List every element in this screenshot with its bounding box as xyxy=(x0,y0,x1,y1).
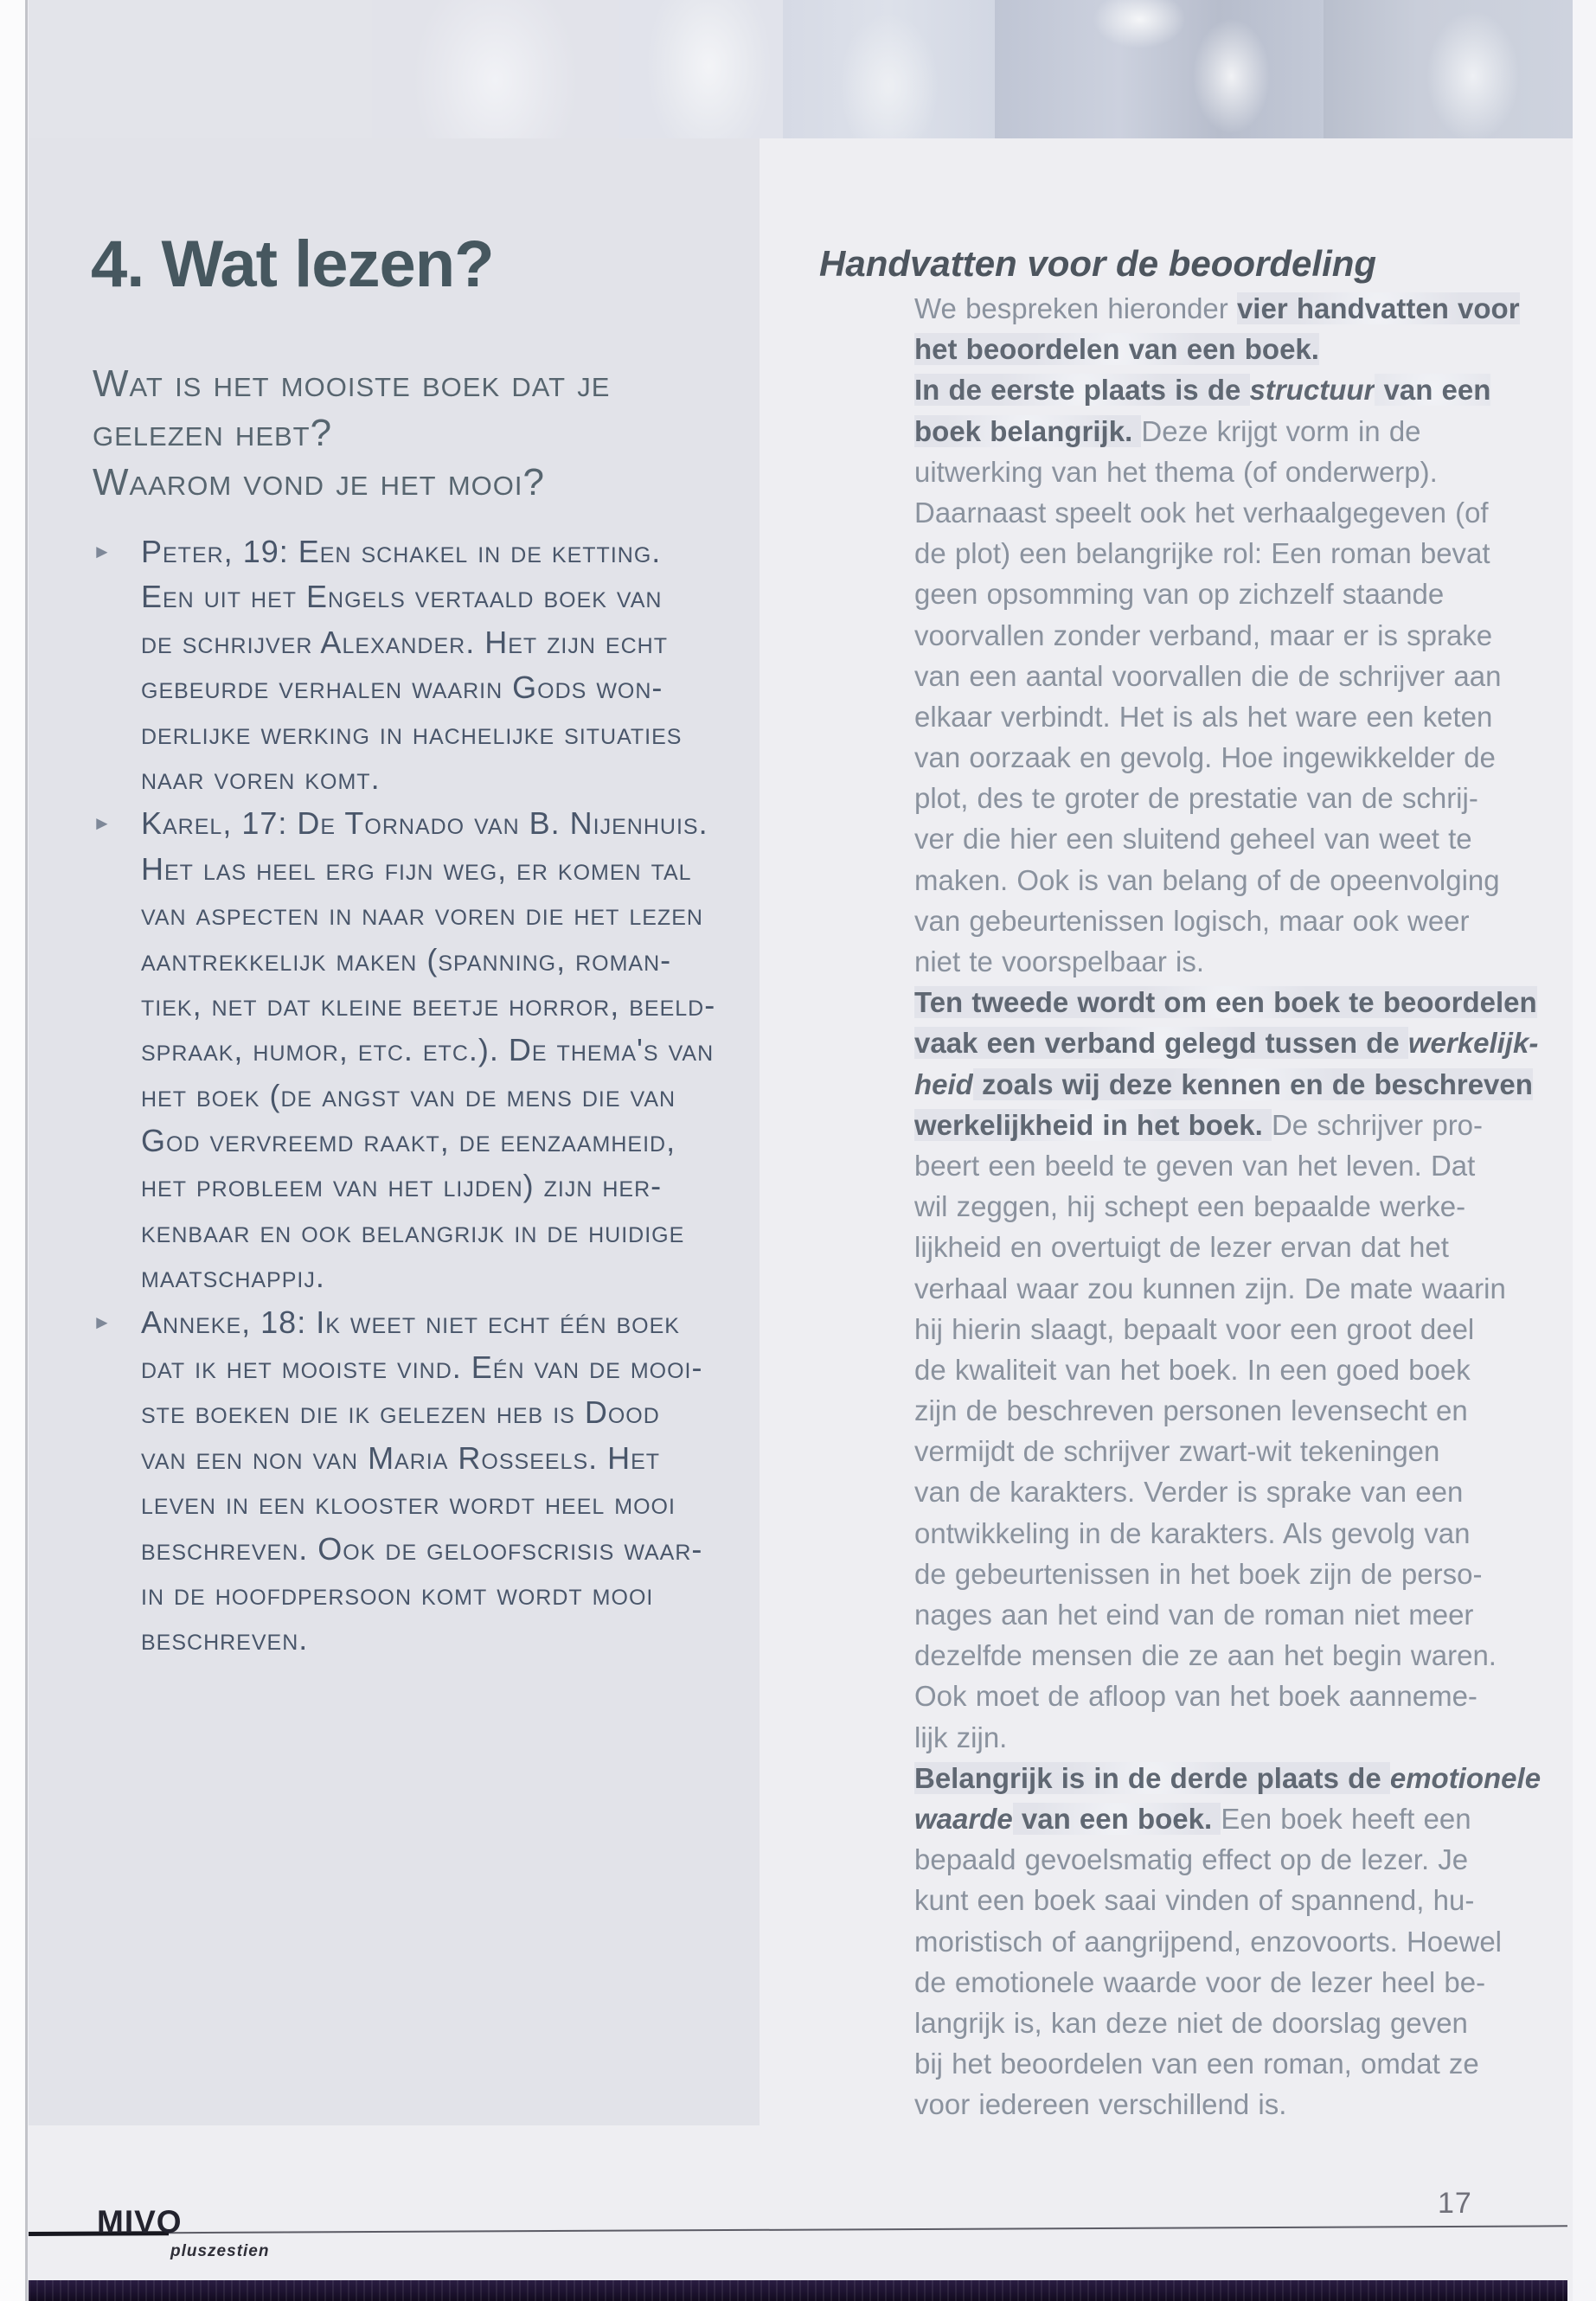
photo-segment-face xyxy=(783,0,995,138)
body-text-line: ontwikkeling in de karakters. Als gevolg van xyxy=(914,1516,1471,1549)
quote-text-line: de schrijver Alexander. Het zijn echt xyxy=(141,624,668,660)
body-text-line: Ten tweede wordt om een boek te beoordelen xyxy=(914,986,1537,1019)
body-text-line: wil zeggen, hij schept een bepaalde werke- xyxy=(914,1190,1466,1223)
quote-text-line: maatschappij. xyxy=(141,1259,325,1295)
scan-left-margin xyxy=(0,0,26,2301)
body-text-line: kunt een boek saai vinden of spannend, hu- xyxy=(914,1884,1475,1917)
body-text-line: bepaald gevoelsmatig effect op de lezer. Je xyxy=(914,1843,1469,1876)
page-number: 17 xyxy=(1438,2187,1472,2220)
body-text-line: van oorzaak en gevolg. Hoe ingewikkelder de xyxy=(914,741,1496,774)
photo-segment-face xyxy=(619,0,783,138)
quote-list-item xyxy=(93,1300,715,1663)
body-text-line: dezelfde mensen die ze aan het begin waren. xyxy=(914,1639,1497,1672)
body-text-line: van een aantal voorvallen die de schrijver aan xyxy=(914,659,1502,692)
body-text-line: de plot) een belangrijke rol: Een roman bevat xyxy=(914,537,1490,570)
quote-text-line: kenbaar en ook belangrijk in de huidige xyxy=(141,1213,685,1249)
body-text-line: nages aan het eind van de roman niet meer xyxy=(914,1599,1474,1631)
bullet-arrow-icon: ► xyxy=(93,1311,112,1333)
quote-text-line: spraak, humor, etc. etc.). De thema's van xyxy=(141,1032,715,1068)
publisher-logo-subtitle: pluszestien xyxy=(170,2242,270,2260)
body-text-line: niet te voorspelbaar is. xyxy=(914,945,1205,977)
body-text-line: waarde van een boek. Een boek heeft een xyxy=(914,1802,1471,1835)
body-text-line: de emotionele waarde voor de lezer heel be- xyxy=(914,1965,1486,1998)
quote-text-line: beschreven. xyxy=(141,1621,309,1657)
quote-list-item xyxy=(93,801,715,1299)
quote-text-line: naar voren komt. xyxy=(141,760,381,796)
quote-text-line: leven in een klooster wordt heel mooi xyxy=(141,1485,676,1522)
body-text-line: Belangrijk is in de derde plaats de emotionele xyxy=(914,1761,1542,1794)
body-text-line: voorvallen zonder verband, maar er is sprake xyxy=(914,619,1493,651)
quote-text-line: Peter, 19: Een schakel in de ketting. xyxy=(141,534,662,569)
quote-text-line: ste boeken die ik gelezen heb is Dood xyxy=(141,1394,660,1431)
body-text-line: In de eerste plaats is de structuur van een xyxy=(914,374,1491,407)
body-text-line: langrijk is, kan deze niet de doorslag geven xyxy=(914,2006,1468,2039)
body-text-line: plot, des te groter de prestatie van de schrij- xyxy=(914,782,1478,815)
body-text-line: uitwerking van het thema (of onderwerp). xyxy=(914,455,1438,488)
quote-text-line: tiek, net dat kleine beetje horror, beeld- xyxy=(141,986,716,1022)
body-text-line: maken. Ook is van belang of de opeenvolging xyxy=(914,863,1500,896)
quote-text-line: Een uit het Engels vertaald boek van xyxy=(141,579,663,615)
quote-text-line: in de hoofdpersoon komt wordt mooi xyxy=(141,1575,654,1612)
question-line: Waarom vond je het mooi? xyxy=(93,461,545,503)
body-text-line: beert een beeld te geven van het leven. Dat xyxy=(914,1149,1476,1182)
body-text-line: Ook moet de afloop van het boek aanneme- xyxy=(914,1680,1477,1713)
section-body xyxy=(914,288,1542,2125)
body-text-line: vaak een verband gelegd tussen de werkelijk- xyxy=(914,1027,1539,1060)
body-text-line: vermijdt de schrijver zwart-wit tekeningen xyxy=(914,1435,1440,1468)
body-text-line: het beoordelen van een boek. xyxy=(914,333,1319,366)
body-text-line: van gebeurtenissen logisch, maar ook weer xyxy=(914,904,1470,937)
body-text-line: heid zoals wij deze kennen en de beschreven xyxy=(914,1067,1533,1100)
quote-text-line: beschreven. Ook de geloofscrisis waar- xyxy=(141,1530,703,1567)
quote-text-line: God vervreemd raakt, de eenzaamheid, xyxy=(141,1123,676,1159)
quote-text-line: Karel, 17: De Tornado van B. Nijenhuis. xyxy=(141,805,708,842)
quote-list xyxy=(93,529,715,1663)
body-text-line: boek belangrijk. Deze krijgt vorm in de xyxy=(914,414,1421,447)
body-text-line: verhaal waar zou kunnen zijn. De mate waarin xyxy=(914,1272,1506,1304)
scan-right-margin xyxy=(1573,0,1596,2301)
photo-segment-group xyxy=(995,0,1324,138)
body-text-line: Daarnaast speelt ook het verhaalgegeven (of xyxy=(914,496,1489,529)
quote-text-line: Het las heel erg fijn weg, er komen tal xyxy=(141,850,692,887)
section-heading: Handvatten voor de beoordeling xyxy=(819,243,1377,284)
bullet-arrow-icon: ► xyxy=(93,541,112,562)
quote-text-line: het probleem van het lijden) zijn her- xyxy=(141,1168,663,1204)
bullet-arrow-icon: ► xyxy=(93,812,112,835)
footer-rule-thin-segment xyxy=(169,2225,1567,2234)
body-text-line: bij het beoordelen van een roman, omdat ze xyxy=(914,2048,1479,2080)
quote-text-line: derlijke werking in hachelijke situaties xyxy=(141,715,683,751)
body-text-line: elkaar verbindt. Het is als het ware een keten xyxy=(914,700,1493,733)
photo-segment-girl xyxy=(1324,0,1573,138)
body-text-line: voor iedereen verschillend is. xyxy=(914,2088,1287,2121)
quote-text-line: gebeurde verhalen waarin Gods won- xyxy=(141,670,663,706)
body-text-line: moristisch of aangrijpend, enzovoorts. Hoewel xyxy=(914,1925,1503,1958)
quote-text-line: dat ik het mooiste vind. Eén van de mooi- xyxy=(141,1349,703,1386)
quote-list-item xyxy=(93,529,715,801)
chapter-title: 4. Wat lezen? xyxy=(91,228,494,301)
body-text-line: de kwaliteit van het boek. In een goed boek xyxy=(914,1353,1471,1386)
photo-strip-blank-segment xyxy=(29,0,372,138)
body-text-line: van de karakters. Verder is sprake van een xyxy=(914,1476,1464,1509)
scan-left-edge-line xyxy=(25,0,28,2301)
chapter-questions xyxy=(93,359,610,507)
body-text-line: ver die hier een sluitend geheel van weet te xyxy=(914,823,1472,856)
scan-bottom-dark-band xyxy=(29,2280,1567,2301)
footer-rule-line xyxy=(29,2222,1567,2235)
quote-text-line: van aspecten in naar voren die het lezen xyxy=(141,896,703,933)
header-photo-strip xyxy=(29,0,1573,138)
body-text-line: werkelijkheid in het boek. De schrijver pro- xyxy=(914,1108,1484,1141)
body-text-line: hij hierin slaagt, bepaalt voor een groot deel xyxy=(914,1312,1475,1345)
photo-segment-faded-face xyxy=(372,0,619,138)
body-text-line: lijk zijn. xyxy=(914,1721,1008,1753)
question-line: gelezen hebt? xyxy=(93,412,333,454)
question-line: Wat is het mooiste boek dat je xyxy=(93,362,611,405)
body-text-line: de gebeurtenissen in het boek zijn de perso- xyxy=(914,1557,1483,1590)
quote-text-line: het boek (de angst van de mens die van xyxy=(141,1077,676,1113)
body-text-line: zijn de beschreven personen levensecht en xyxy=(914,1394,1468,1427)
quote-text-line: aantrekkelijk maken (spanning, roman- xyxy=(141,941,672,977)
body-text-line: lijkheid en overtuigt de lezer ervan dat het xyxy=(914,1231,1449,1264)
publisher-logo: MIVO xyxy=(97,2204,183,2240)
body-text-line: We bespreken hieronder vier handvatten voor xyxy=(914,292,1520,324)
quote-text-line: Anneke, 18: Ik weet niet echt één boek xyxy=(141,1304,680,1340)
quote-text-line: van een non van Maria Rosseels. Het xyxy=(141,1439,661,1476)
body-text-line: geen opsomming van op zichzelf staande xyxy=(914,578,1445,611)
